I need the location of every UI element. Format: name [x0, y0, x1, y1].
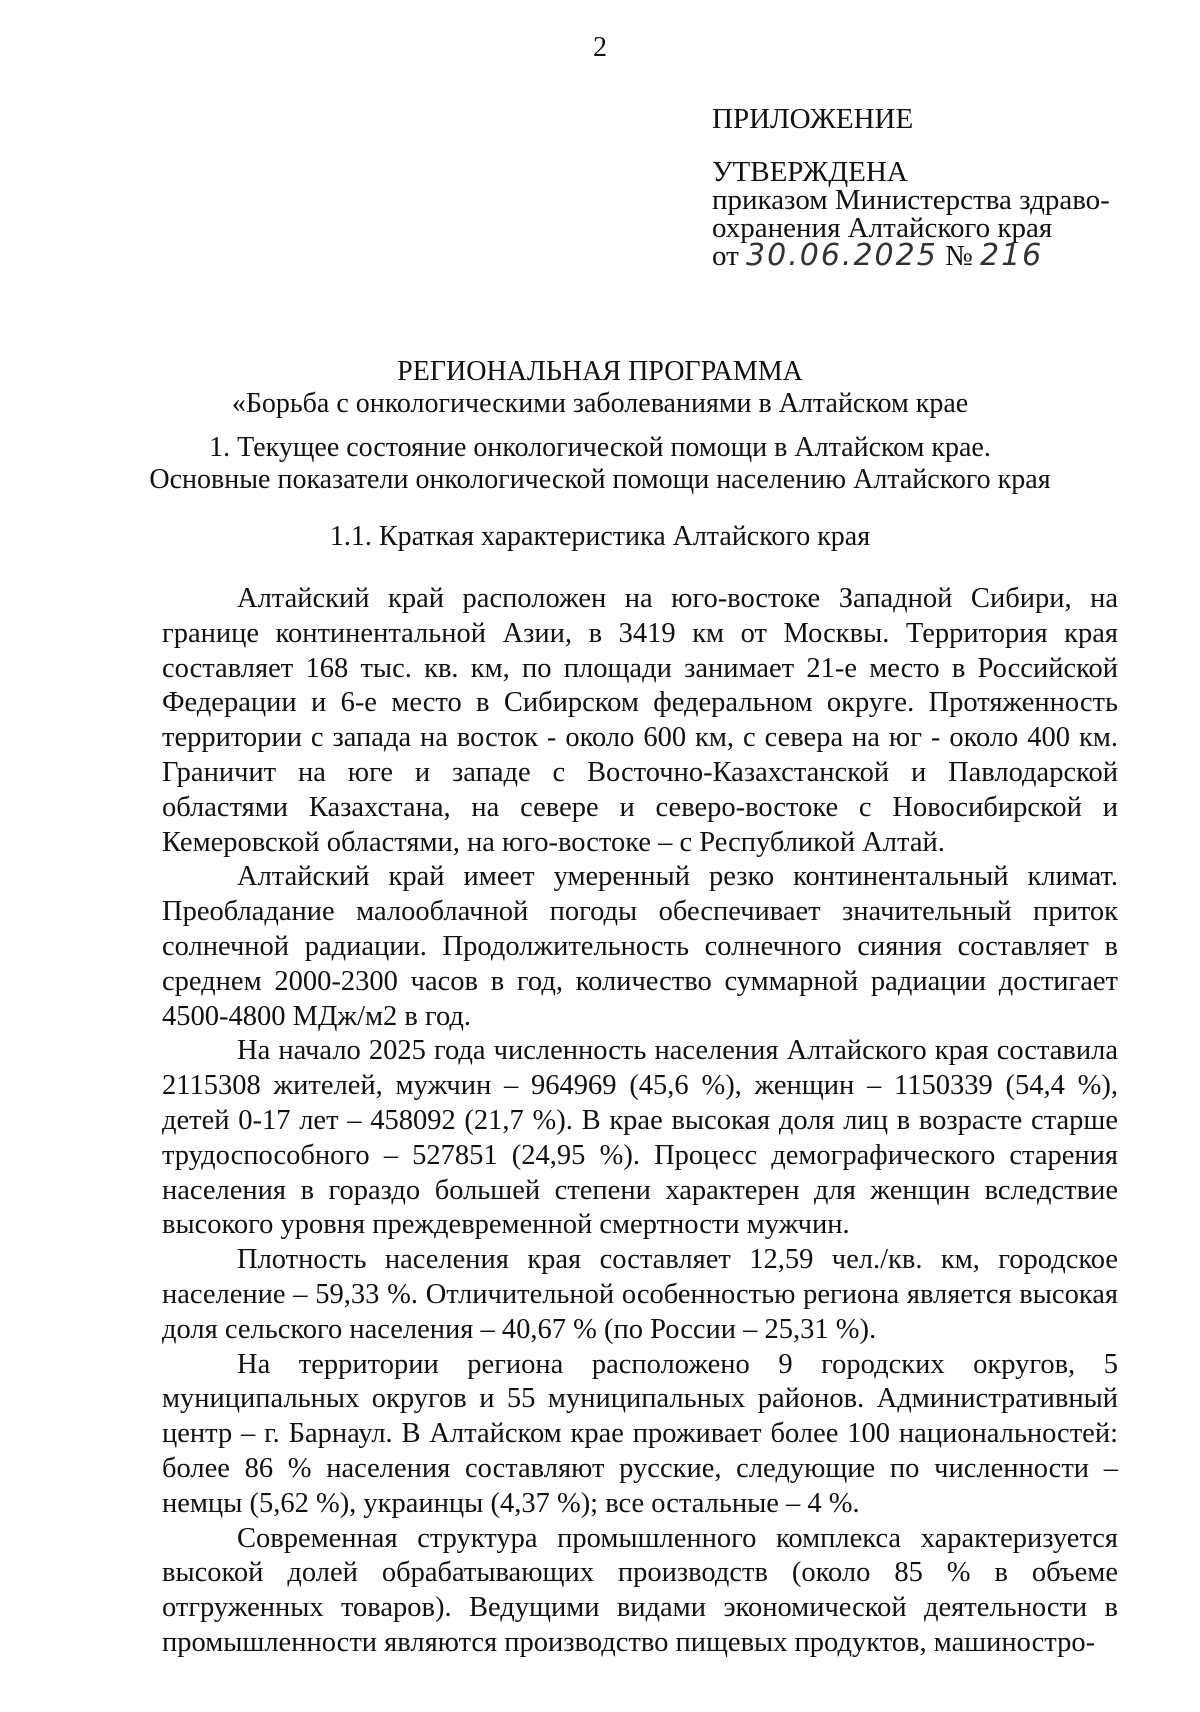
approval-date-prefix: от	[712, 240, 739, 272]
handwritten-number: 216	[980, 238, 1044, 273]
approval-block	[712, 156, 1110, 273]
paragraph: На территории региона расположено 9 городских округов, 5 муниципальных округов и 55 муниципальных районов. Административный центр – г. Барнаул. В Алтайском крае проживает более 100 национальностей: более 86 % населения составляют русские, следующие по численности – немцы (5,62 %), украинцы (4,37 %); все остальные – 4 %.	[162, 1348, 1118, 1519]
paragraph: Алтайский край имеет умеренный резко континентальный климат. Преобладание малооблачной погоды обеспечивает значительный приток солнечной радиации. Продолжительность солнечного сияния составляет в среднем 2000-2300 часов в год, количество суммарной радиации достигает 4500-4800 МДж/м2 в год.	[162, 861, 1118, 1032]
program-subtitle: «Борьба с онкологическими заболеваниями в Алтайском крае	[231, 388, 969, 419]
paragraph: Современная структура промышленного комплекса характеризуется высокой долей обрабатывающих производств (около 85 % в объеме отгруженных товаров). Ведущими видами экономической деятельности в промышленности являются производство пищевых продуктов, машиностро-	[162, 1522, 1118, 1658]
body-text	[162, 582, 1118, 1661]
appendix-label: ПРИЛОЖЕНИЕ	[712, 103, 914, 135]
page-number: 2	[593, 32, 607, 63]
approval-line-2: охранения Алтайского края	[712, 212, 1053, 244]
paragraph: Алтайский край расположен на юго-востоке Западной Сибири, на границе континентальной Азии, в 3419 км от Москвы. Территория края составляет 168 тыс. кв. км, по площади занимает 21-е место в Российской Федерации и 6-е место в Сибирском федеральном округе. Протяженность территории с запада на восток - около 600 км, с севера на юг - около 400 км. Граничит на юге и западе с Восточно-Казахстанской и Павлодарской областями Казахстана, на севере и северо-востоке с Новосибирской и Кемеровской областями, на юго-востоке – с Республикой Алтай.	[162, 583, 1118, 858]
handwritten-date: 30.06.2025	[746, 238, 938, 273]
subsection-heading: 1.1. Краткая характеристика Алтайского края	[329, 521, 871, 552]
approval-date-line	[712, 238, 1110, 273]
paragraph: Плотность населения края составляет 12,59 чел./кв. км, городское население – 59,33 %. Отличительной особенностью региона является высокая доля сельского населения – 40,67 % (по России – 25,31 %).	[162, 1244, 1118, 1345]
program-title: РЕГИОНАЛЬНАЯ ПРОГРАММА	[397, 356, 803, 387]
section-heading-line-2: Основные показатели онкологической помощи населению Алтайского края	[149, 464, 1051, 495]
approval-line-1: приказом Министерства здраво-	[712, 184, 1110, 216]
approval-title: УТВЕРЖДЕНА	[712, 156, 908, 188]
number-sign: №	[945, 240, 973, 272]
section-heading-line-1: 1. Текущее состояние онкологической помощи в Алтайском крае.	[209, 432, 991, 463]
paragraph: На начало 2025 года численность населения Алтайского края составила 2115308 жителей, мужчин – 964969 (45,6 %), женщин – 1150339 (54,4 %), детей 0-17 лет – 458092 (21,7 %). В крае высокая доля лиц в возрасте старше трудоспособного – 527851 (24,95 %). Процесс демографического старения населения в гораздо большей степени характерен для женщин вследствие высокого уровня преждевременной смертности мужчин.	[162, 1035, 1118, 1241]
